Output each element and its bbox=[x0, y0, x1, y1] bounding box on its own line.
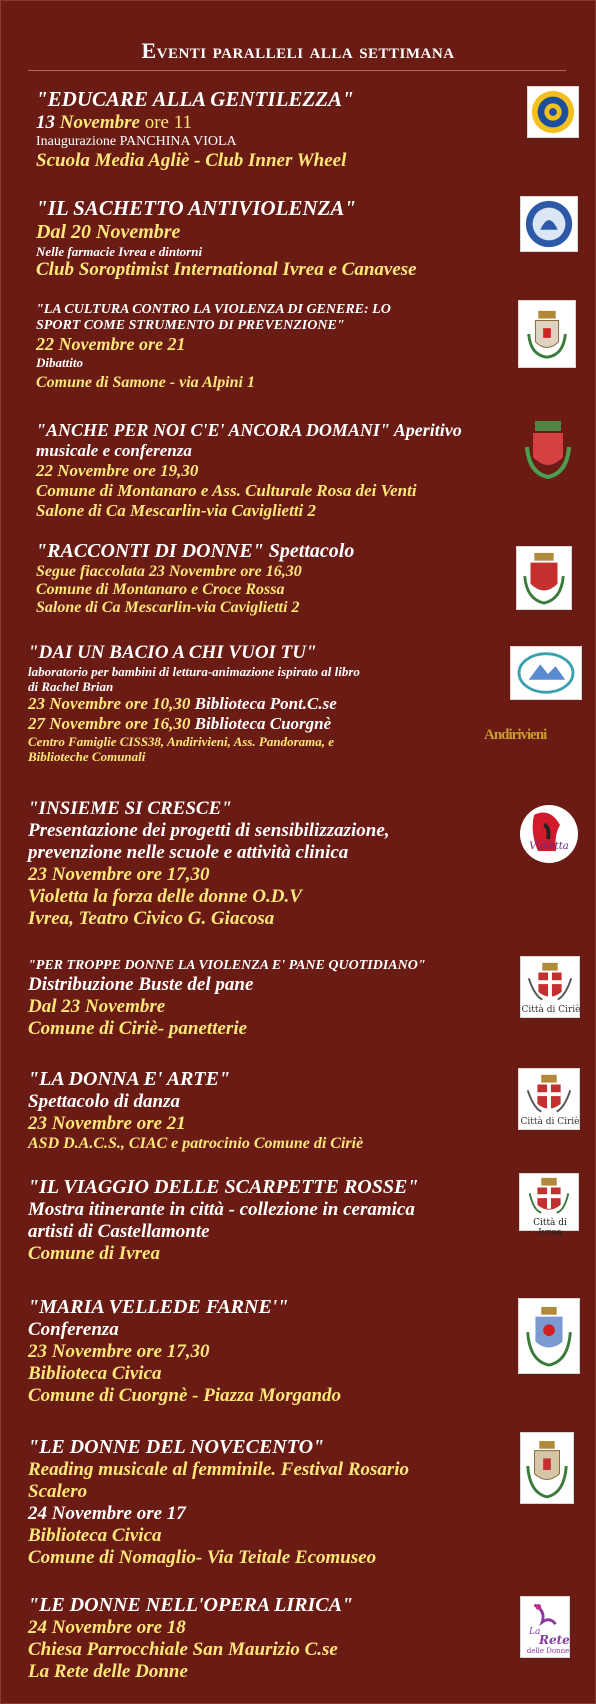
event-anche-per-noi bbox=[36, 420, 462, 521]
event-title: "EDUCARE ALLA GENTILEZZA" bbox=[36, 87, 354, 111]
event-place: Scuola Media Agliè - Club Inner Wheel bbox=[36, 150, 347, 171]
event-la-cultura-contro-la-violenza bbox=[36, 302, 391, 392]
event-title: "ANCHE PER NOI C'E' ANCORA DOMANI" Aperitivo bbox=[36, 420, 462, 440]
event-place: Comune di Ivrea bbox=[28, 1243, 160, 1264]
nomaglio-crest-icon bbox=[520, 1432, 574, 1504]
event-description: Dibattito bbox=[36, 355, 83, 370]
event-title: "PER TROPPE DONNE LA VIOLENZA E' PANE QUOTIDIANO" bbox=[28, 958, 426, 973]
event-dai-un-bacio bbox=[28, 642, 360, 764]
event-title: "IL SACHETTO ANTIVIOLENZA" bbox=[36, 196, 357, 220]
event-le-donne-nell-opera-lirica bbox=[28, 1594, 353, 1683]
title-divider bbox=[28, 70, 566, 71]
event-la-donna-e-arte bbox=[28, 1068, 363, 1153]
event-line-3: Salone di Ca Mescarlin-via Caviglietti 2 bbox=[36, 599, 300, 616]
event-date: 24 Novembre ore 18 bbox=[28, 1617, 186, 1638]
event-date: 24 Novembre ore 17 bbox=[28, 1503, 186, 1524]
event-maria-vellede-farne bbox=[28, 1296, 341, 1407]
event-title: "MARIA VELLEDE FARNE'" bbox=[28, 1296, 289, 1318]
event-place: La Rete delle Donne bbox=[28, 1661, 188, 1682]
event-date: Dal 20 Novembre bbox=[36, 221, 181, 243]
event-title: "RACCONTI DI DONNE" Spettacolo bbox=[36, 540, 355, 562]
event-description-line-1: Mostra itinerante in città - collezione in ceramica bbox=[28, 1199, 415, 1220]
event-description: Spettacolo di danza bbox=[28, 1091, 181, 1112]
violetta-logo-icon: Violetta bbox=[520, 805, 578, 863]
event-line-1: Segue fiaccolata 23 Novembre ore 16,30 bbox=[36, 563, 302, 580]
event-title: "LE DONNE NELL'OPERA LIRICA" bbox=[28, 1594, 354, 1616]
event-date: 23 Novembre ore 17,30 bbox=[28, 1341, 210, 1362]
event-date: Dal 23 Novembre bbox=[28, 996, 166, 1017]
page-title: Eventi paralleli alla settimana bbox=[141, 38, 455, 63]
event-description: Conferenza bbox=[28, 1319, 119, 1340]
andirivieni-logo: Andirivieni bbox=[484, 727, 547, 743]
event-per-troppe-donne bbox=[28, 958, 426, 1040]
event-description: Inaugurazione PANCHINA VIOLA bbox=[36, 134, 237, 149]
event-description-line-2: di Rachel Brian bbox=[28, 679, 114, 694]
rete-donne-logo-icon: La Rete delle Donne bbox=[520, 1596, 570, 1658]
event-title-line-1: "LA CULTURA CONTRO LA VIOLENZA DI GENERE: LO bbox=[36, 302, 391, 317]
ciss-logo-icon bbox=[510, 646, 582, 700]
event-schedule-1: 23 Novembre ore 10,30 Biblioteca Pont.C.se bbox=[28, 694, 337, 713]
cirie-crest-icon: Città di Ciriè bbox=[518, 1068, 580, 1130]
event-venue: Chiesa Parrocchiale San Maurizio C.se bbox=[28, 1639, 338, 1660]
event-description-line-1: laboratorio per bambini di lettura-animazione ispirato al libro bbox=[28, 664, 360, 679]
montanaro-crest-icon bbox=[519, 415, 577, 481]
samone-crest-icon bbox=[518, 300, 576, 368]
event-organizer: Violetta la forza delle donne O.D.V bbox=[28, 886, 302, 907]
event-place: Comune di Ciriè- panetterie bbox=[28, 1018, 248, 1039]
event-title-line-2: SPORT COME STRUMENTO DI PREVENZIONE" bbox=[36, 318, 345, 333]
event-date: 23 Novembre ore 21 bbox=[28, 1113, 186, 1134]
cirie-crest-icon: Città di Ciriè bbox=[520, 956, 580, 1018]
event-description: Distribuzione Buste del pane bbox=[28, 974, 254, 995]
event-insieme-si-cresce bbox=[28, 798, 390, 930]
event-place: ASD D.A.C.S., CIAC e patrocinio Comune di Ciriè bbox=[28, 1135, 364, 1152]
event-educare-alla-gentilezza bbox=[36, 86, 354, 172]
event-description-line-1: Reading musicale al femminile. Festival Rosario bbox=[28, 1459, 410, 1480]
event-racconti-di-donne bbox=[36, 540, 354, 617]
event-place-line-2: Salone di Ca Mescarlin-via Caviglietti 2 bbox=[36, 501, 317, 520]
event-place: Comune di Cuorgnè - Piazza Morgando bbox=[28, 1385, 342, 1406]
event-date: 23 Novembre ore 17,30 bbox=[28, 864, 210, 885]
event-date: 13 Novembre ore 11 bbox=[36, 112, 193, 133]
event-title: "DAI UN BACIO A CHI VUOI TU" bbox=[28, 642, 317, 663]
event-venue: Biblioteca Civica bbox=[28, 1363, 162, 1384]
event-place: Comune di Samone - via Alpini 1 bbox=[36, 374, 255, 391]
soroptimist-logo-icon bbox=[520, 196, 578, 252]
event-il-viaggio-delle-scarpette-rosse bbox=[28, 1176, 418, 1265]
event-description-line-2: prevenzione nelle scuole e attività clinica bbox=[28, 842, 349, 863]
event-organizers-line-2: Biblioteche Comunali bbox=[28, 749, 146, 764]
event-description-line-2: Scalero bbox=[28, 1481, 88, 1502]
event-title: "LE DONNE DEL NOVECENTO" bbox=[28, 1436, 325, 1458]
event-title: "LA DONNA E' ARTE" bbox=[28, 1068, 231, 1090]
event-place: Comune di Nomaglio- Via Teitale Ecomuseo bbox=[28, 1547, 377, 1568]
inner-wheel-logo-icon bbox=[527, 86, 579, 138]
event-description: Nelle farmacie Ivrea e dintorni bbox=[36, 244, 203, 259]
event-date: 22 Novembre ore 19,30 bbox=[36, 461, 199, 480]
event-il-sachetto-antiviolenza bbox=[36, 195, 417, 281]
ivrea-crest-icon: Città di Ivrea bbox=[519, 1173, 579, 1231]
cuorgne-crest-icon bbox=[518, 1298, 580, 1374]
event-title-line-2: musicale e conferenza bbox=[36, 441, 192, 460]
event-description-line-1: Presentazione dei progetti di sensibilizzazione, bbox=[28, 820, 390, 841]
montanaro-crest-icon bbox=[516, 546, 572, 610]
event-le-donne-del-novecento bbox=[28, 1436, 409, 1569]
event-title: "INSIEME SI CRESCE" bbox=[28, 798, 232, 819]
event-title: "IL VIAGGIO DELLE SCARPETTE ROSSE" bbox=[28, 1176, 419, 1198]
event-place: Club Soroptimist International Ivrea e Canavese bbox=[36, 259, 417, 280]
event-place-line-1: Comune di Montanaro e Ass. Culturale Rosa dei Venti bbox=[36, 481, 417, 500]
event-organizers-line-1: Centro Famiglie CISS38, Andirivieni, Ass. Pandorama, e bbox=[28, 734, 335, 749]
event-date: 22 Novembre ore 21 bbox=[36, 334, 186, 354]
event-description-line-2: artisti di Castellamonte bbox=[28, 1221, 210, 1242]
event-line-2: Comune di Montanaro e Croce Rossa bbox=[36, 581, 285, 598]
event-schedule-2: 27 Novembre ore 16,30 Biblioteca Cuorgnè bbox=[28, 714, 332, 733]
event-venue: Biblioteca Civica bbox=[28, 1525, 162, 1546]
event-place: Ivrea, Teatro Civico G. Giacosa bbox=[28, 908, 275, 929]
